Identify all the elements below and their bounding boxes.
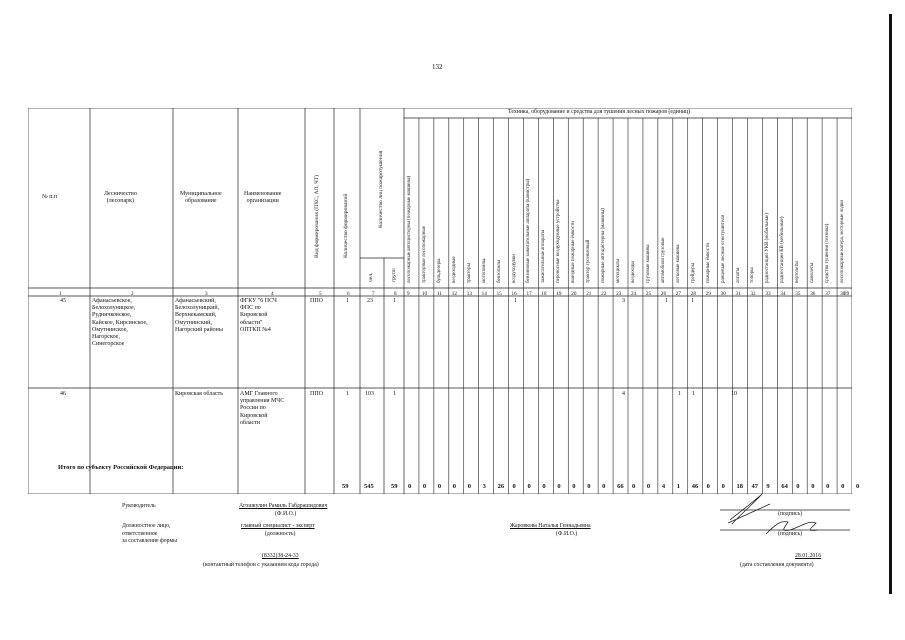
column-number: 38: [840, 291, 846, 297]
equipment-column-header: средства тушения (техника): [825, 223, 831, 283]
row45-value: 1: [691, 298, 694, 304]
equipment-column-header: мотоциклы: [616, 259, 622, 283]
equipment-column-header: зажигательные аппараты: [541, 229, 547, 283]
header-count: Количество формирований: [343, 193, 349, 258]
total-value: 0: [557, 483, 561, 490]
total-value: 0: [796, 483, 800, 490]
responsible-position-caption: (должность): [265, 531, 296, 537]
equipment-column-header: пожарные автоцистерны (машины): [601, 208, 607, 283]
header-people-sub2: групп: [391, 268, 397, 282]
column-number: 11: [436, 291, 442, 297]
column-number: 31: [735, 291, 741, 297]
equipment-column-header: радиостанции КВ (мобильные): [780, 216, 786, 283]
equipment-column-header: трактор гусеничный: [586, 239, 592, 283]
responsible-sign-caption: (подпись): [778, 531, 803, 537]
column-number: 39: [844, 291, 850, 297]
binding-edge-mark: [889, 14, 892, 594]
total-value: 0: [602, 483, 606, 490]
total-value: 46: [691, 483, 699, 490]
total-value: 9: [766, 483, 770, 490]
row46-value: 1: [692, 391, 695, 397]
column-number: 7: [372, 291, 375, 297]
table-grid: [28, 108, 852, 494]
total-value: 1: [676, 483, 681, 490]
total-value: 0: [542, 483, 546, 490]
total-value: 66: [617, 483, 624, 490]
total-value: 47: [751, 483, 758, 490]
responsible-fio-caption: (Ф.И.О.): [556, 531, 578, 537]
equipment-column-header: легковые машины: [675, 244, 681, 283]
row46-type: ППО: [310, 391, 323, 397]
equipment-column-header: переносные воздуходувные устройства: [556, 199, 562, 283]
total-value: 0: [437, 483, 442, 490]
row46-people: 103: [365, 391, 374, 397]
header-forestry: Лесничество (лесопарк): [104, 191, 137, 205]
equipment-column-header: грузовые машины: [645, 244, 651, 283]
total-value: 0: [826, 483, 830, 490]
row45-value: 1: [514, 298, 517, 304]
column-number: 35: [795, 291, 801, 297]
equipment-column-header: автомобили грузовые: [660, 237, 666, 283]
head-label: Руководитель: [122, 503, 156, 509]
total-value: 0: [422, 483, 427, 490]
equipment-column-header: мотопомпы: [481, 258, 487, 283]
row46-value: 10: [731, 391, 737, 397]
equipment-column-header: лопаты: [735, 267, 741, 283]
column-number: 3: [205, 291, 208, 297]
equipment-column-header: бульдозеры: [436, 258, 442, 283]
equipment-column-header: лесопожарные автоцистерны (пожарные машины): [407, 175, 412, 283]
header-municipal: Муниципальное образование: [180, 191, 222, 205]
total-value: 0: [811, 483, 815, 490]
document-date: 28.01.2016: [795, 553, 822, 559]
row45-value: 1: [665, 298, 668, 304]
column-number: 21: [586, 291, 592, 297]
equipment-column-header: топоры: [750, 267, 756, 283]
row45-forestry: Афанасьевское, Белохолуницкое, Рудничковское, Кайское, Кирсинское, Омутнинское, Нагорское, Синегорское: [92, 298, 148, 348]
total-value: 64: [781, 483, 788, 490]
column-number: 13: [466, 291, 472, 297]
column-number: 16: [511, 291, 517, 297]
column-number: 36: [810, 291, 816, 297]
header-people: Количество лиц пожаротушения: [378, 150, 384, 228]
column-number: 14: [481, 291, 487, 297]
total-value: 0: [856, 483, 860, 490]
column-number: 26: [660, 291, 667, 297]
total-value: 0: [721, 483, 725, 490]
document-date-caption: (дата составления документа): [740, 562, 814, 568]
row45-type: ППО: [310, 298, 323, 304]
header-equipment-group: Техника, оборудование и средства для тушения лесных пожаров (единиц): [508, 109, 691, 115]
column-number: 20: [571, 291, 577, 297]
row45-groups: 1: [393, 298, 396, 304]
equipment-column-header: вертолеты: [795, 261, 801, 283]
equipment-column-header: бензопилы: [496, 259, 502, 283]
row45-count: 1: [346, 298, 349, 304]
column-number: 37: [825, 291, 831, 297]
equipment-column-header: тракторные лесопожарные: [421, 226, 427, 283]
equipment-column-header: ранцевые лесные огнетушители: [720, 214, 726, 283]
total-value: 0: [467, 483, 471, 490]
row46-num: 46: [60, 391, 66, 397]
column-number: 29: [705, 291, 711, 297]
row45-people: 23: [367, 298, 373, 304]
responsible-name: Жаровкова Наталья Геннадьевна: [510, 523, 591, 529]
column-number: 25: [645, 291, 652, 297]
column-number: 12: [451, 291, 457, 297]
column-number: 8: [394, 291, 397, 297]
header-num: № п.п: [42, 194, 58, 200]
equipment-column-header: пожарные ёмкости: [705, 243, 711, 283]
column-number: 19: [556, 291, 562, 297]
column-number: 23: [616, 291, 622, 297]
column-number: 10: [421, 291, 428, 297]
equipment-column-header: выездные пожарные ёмкости: [571, 221, 577, 283]
total-label: Итого по субъекту Российской Федерации:: [58, 464, 184, 471]
total-value: 59: [342, 483, 349, 490]
total-value: 0: [632, 483, 636, 490]
column-number: 34: [780, 291, 786, 297]
column-number: 32: [750, 291, 756, 297]
equipment-column-header: воздуходувки: [511, 254, 517, 283]
total-value: 0: [841, 483, 845, 490]
equipment-column-header: грейдеры: [690, 262, 696, 283]
total-value: 0: [527, 483, 531, 490]
total-value: 0: [452, 483, 457, 490]
total-value: 3: [482, 483, 486, 490]
total-value: 545: [364, 483, 374, 490]
row46-groups: 1: [393, 391, 396, 397]
column-number: 1: [59, 291, 62, 297]
row45-organization: ФГКУ "6 ПСЧ ФПС по Кировской области" ОПТКП №4: [240, 298, 277, 333]
total-value: 0: [646, 483, 651, 490]
total-value: 59: [391, 483, 398, 490]
column-number: 17: [526, 291, 532, 297]
row46-municipal: Кировская область: [175, 391, 224, 397]
row45-num: 45: [60, 298, 66, 304]
total-value: 26: [497, 483, 505, 490]
column-number: 22: [601, 291, 607, 297]
equipment-column-header: бензиновые зажигательные аппараты (канистры): [526, 178, 532, 283]
column-number: 6: [347, 291, 350, 297]
column-number: 28: [690, 291, 696, 297]
row45-value: 3: [622, 298, 625, 304]
handwritten-signatures: [700, 490, 850, 540]
header-people-sub1: чел.: [368, 272, 374, 282]
row46-count: 1: [346, 391, 349, 397]
column-number: 24: [631, 291, 637, 297]
column-number: 2: [131, 291, 134, 297]
total-value: 18: [736, 483, 744, 490]
equipment-column-header: самолеты: [810, 262, 816, 283]
contact-phone: (8332)38-24-33: [262, 553, 299, 559]
row46-value: 4: [622, 391, 625, 397]
row45-municipal: Афанасьевский, Белохолуницкий, Верхнекамский, Омутнинский, Нагорский районы: [175, 298, 223, 333]
total-value: 0: [587, 483, 591, 490]
row46-value: 1: [678, 391, 681, 397]
equipment-column-header: вездеходные: [451, 256, 457, 283]
head-fio-caption: (Ф.И.О.): [275, 511, 297, 517]
equipment-column-header: вездеходы: [631, 261, 636, 283]
total-value: 0: [512, 483, 516, 490]
equipment-column-header: тракторы: [466, 263, 472, 283]
column-number: 9: [407, 291, 410, 297]
header-organization: Наименование организации: [244, 191, 282, 205]
column-number: 18: [541, 291, 547, 297]
row46-organization: АМГ Главного управления МЧС России по Кировской области: [240, 391, 285, 426]
column-number: 30: [720, 291, 726, 297]
total-value: 0: [408, 483, 412, 490]
responsible-position: главный специалист - эксперт: [241, 523, 315, 529]
column-number: 4: [271, 291, 274, 297]
contact-phone-caption: (контактный телефон с указанием кода города): [203, 562, 319, 568]
page-number: 132: [432, 63, 443, 71]
equipment-column-header: радиостанции УКВ (мобильные): [765, 213, 771, 283]
equipment-table: [28, 108, 860, 494]
column-number: 27: [675, 291, 681, 297]
total-value: 0: [572, 483, 576, 490]
head-name: Агошкулин Рамиль Габдрашидович: [239, 503, 328, 509]
column-number: 33: [765, 291, 771, 297]
header-type: Вид формирования (ПХС, АЛ, ЧТ): [314, 174, 320, 258]
column-number: 15: [496, 291, 502, 297]
total-value: 0: [706, 483, 710, 490]
column-number: 5: [319, 291, 322, 297]
total-value: 4: [661, 483, 666, 490]
head-sign-caption: (подпись): [778, 511, 803, 517]
responsible-label: Должностное лицо, ответственное за составление формы: [122, 523, 178, 544]
equipment-column-header: лесопожарные катера, моторные лодки: [840, 199, 846, 283]
